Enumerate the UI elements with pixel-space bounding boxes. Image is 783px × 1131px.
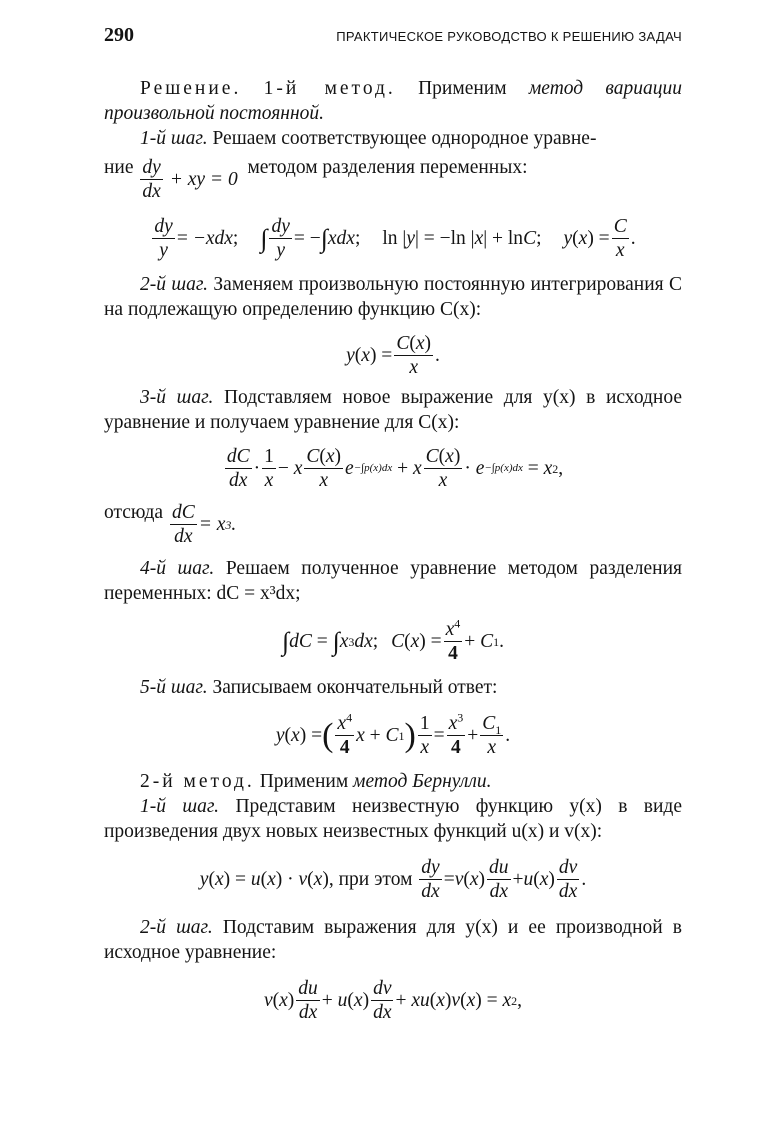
step3-hence-word: отсюда <box>104 502 164 523</box>
m2step2-paragraph <box>104 915 682 965</box>
step3-equation: $\frac{dC}{dx}$ · $\frac{1}{x}$ − x $\frac{C(x)}{x}$ e −∫p(x)dx + x $\frac{C(x)}{x}$ · e −∫p(x)dx = x 2 , <box>226 446 564 491</box>
step1-text-a: Решаем соответствующее однородное уравне- <box>212 128 597 149</box>
step1-paragraph <box>104 126 682 151</box>
step2-text: Заменяем произвольную постоянную интегрирования C на подлежащую определению функцию C(x): <box>104 274 682 320</box>
method2-intro-word: Применим <box>259 771 349 792</box>
step3-label: 3-й шаг. <box>140 387 214 408</box>
step3-paragraph <box>104 385 682 435</box>
step2-paragraph <box>104 272 682 322</box>
step5-label: 5-й шаг. <box>140 677 208 698</box>
step3-hence <box>104 500 682 548</box>
step5-text: Записываем окончательный ответ: <box>212 677 498 698</box>
step3-hence-eq: $\frac{dC}{dx}$ = x 3 . <box>171 502 237 547</box>
step4-equation: ∫ dC = ∫ x 3 dx ; C ( x ) = $\frac{x^4}{4}$ + C 1 . <box>281 616 505 664</box>
page-number: 290 <box>104 24 134 46</box>
m2step1-paragraph <box>104 794 682 844</box>
method2-intro <box>104 769 682 794</box>
step5-equation: y ( x ) = ( $\frac{x^4}{4}$ x + C 1 ) $\frac{1}{x}$ = $\frac{x^3}{4}$ + $\frac{C_1}{x}$ . <box>275 710 511 758</box>
page-header <box>104 24 682 48</box>
step3-text: Подставляем новое выражение для y(x) в исходное уравнение и получаем уравнение для C(x): <box>104 387 683 433</box>
step5-paragraph <box>104 675 682 700</box>
m2step1-equation: y ( x ) = u ( x ) · v ( x ), при этом $\frac{dy}{dx}$ = v ( x ) $\frac{du}{dx}$ + u ( x ) $\frac{dv}{dx}$ . <box>199 857 587 902</box>
method2-label: 2-й метод. <box>140 771 255 792</box>
page-body <box>104 76 682 1030</box>
m2step2-label: 2-й шаг. <box>140 917 213 938</box>
step1-text-c: методом разделения переменных: <box>247 157 528 178</box>
m2step1-label: 1-й шаг. <box>140 796 220 817</box>
step1-equation: $\frac{dy}{y}$ = − xdx ; ∫ $\frac{dy}{y}$ = − ∫ xdx ; ln | y | = −ln | x | + ln C ; y ( x ) = $\frac{C}{x}$ . <box>154 216 636 261</box>
method2-name: метод Бернулли. <box>353 771 492 792</box>
running-head: ПРАКТИЧЕСКОЕ РУКОВОДСТВО К РЕШЕНИЮ ЗАДАЧ <box>336 29 682 44</box>
method1-name: метод вариации произвольной постоянной. <box>104 78 682 124</box>
m2step2-text: Подставим выражения для y(x) и ее производной в исходное уравнение: <box>104 917 682 963</box>
method1-intro <box>104 76 682 126</box>
step4-label: 4-й шаг. <box>140 558 215 579</box>
step2-equation: y ( x ) = $\frac{C(x)}{x}$ . <box>346 333 440 378</box>
method1-label: 1-й метод. <box>263 78 396 99</box>
step4-text: Решаем полученное уравнение методом разделения переменных: dC = x³dx; <box>104 558 682 604</box>
m2step2-equation: v ( x ) $\frac{du}{dx}$ + u ( x ) $\frac{dv}{dx}$ + xu ( x ) v ( x ) = x 2 , <box>263 978 523 1023</box>
solution-label: Решение. <box>140 78 242 99</box>
step1-line2 <box>104 155 682 203</box>
method1-intro-word: Применим <box>418 78 507 99</box>
step1-text-b: ние <box>104 157 134 178</box>
step1-homogeneous-eq: $\frac{dy}{dx}$ + xy = 0 <box>142 157 238 202</box>
step2-label: 2-й шаг. <box>140 274 209 295</box>
m2step1-text: Представим неизвестную функцию y(x) в виде произведения двух новых неизвестных функций u(x) и v(x): <box>104 796 683 842</box>
step4-paragraph <box>104 556 682 606</box>
step1-label: 1-й шаг. <box>140 128 208 149</box>
